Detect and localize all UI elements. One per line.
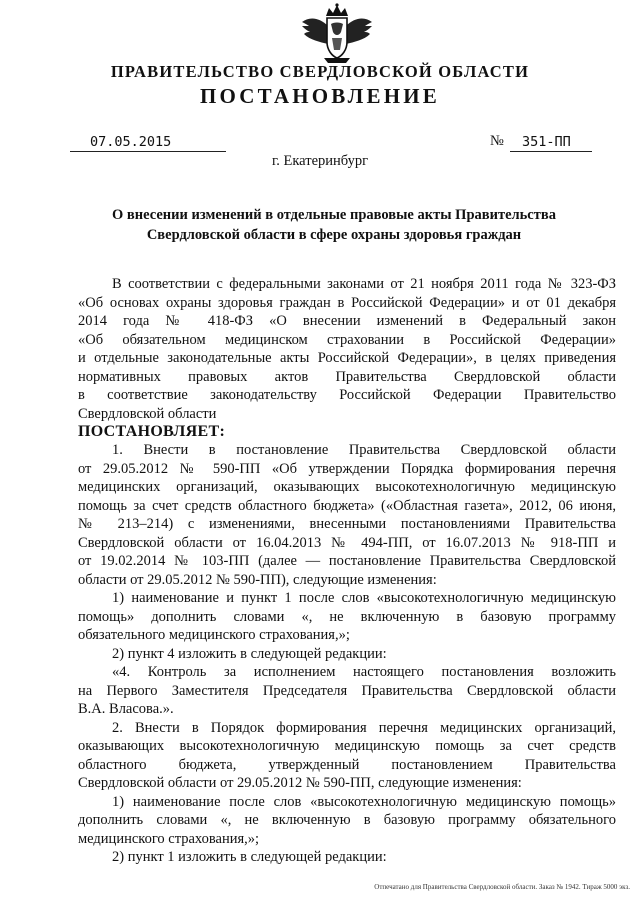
body-line: 2) пункт 1 изложить в следующей редакции: (112, 849, 387, 865)
number-sign: № (490, 133, 504, 149)
body-line: в соответствие законодательству Российской Федерации Правительство (78, 387, 616, 403)
print-note: Отпечатано для Правительства Свердловской области. Заказ № 1942. Тираж 5000 экз. (374, 883, 630, 891)
body-line: и отдельные законодательные акты Российской Федерации», в целях приведения (78, 350, 616, 366)
body-line: 1) наименование после слов «высокотехнологичную медицинскую помощь» (112, 793, 616, 810)
body-line: от 19.02.2014 № 103-ПП (далее — постановление Правительства Свердловской (78, 553, 616, 569)
body-line: В соответствии с федеральными законами от 21 ноября 2011 года № 323-ФЗ (112, 276, 616, 292)
body-line: оказывающих высокотехнологичную медицинскую помощь за счет средств (78, 738, 616, 754)
document-body (78, 275, 616, 867)
city: г. Екатеринбург (271, 153, 369, 169)
body-line: от 29.05.2012 № 590-ПП «Об утверждении Порядка формирования перечня (78, 460, 616, 477)
body-line: обязательного медицинского страхования,»; (78, 627, 350, 643)
coat-of-arms-emblem (296, 2, 378, 64)
body-line: «Об обязательном медицинском страховании в Российской Федерации» (78, 331, 616, 348)
body-line: 2) пункт 4 изложить в следующей редакции: (112, 645, 387, 662)
document-title (78, 205, 590, 245)
body-line: нормативных правовых актов Правительства Свердловской области (78, 368, 616, 385)
title-line: Свердловской области в сфере охраны здоровья граждан (146, 227, 522, 243)
resolves-heading: ПОСТАНОВЛЯЕТ: (78, 423, 226, 440)
body-line: В.А. Власова.». (78, 701, 174, 717)
document-number: 351-ПП (510, 135, 592, 152)
body-line: № 213–214) с изменениями, внесенными постановлениями Правительства (78, 516, 616, 532)
body-line: 2. Внести в Порядок формирования перечня медицинских организаций, (112, 719, 616, 736)
body-line: медицинских организаций, оказывающих высокотехнологичную медицинскую (78, 479, 616, 495)
body-line: Свердловской области от 29.05.2012 № 590-ПП, следующие изменения: (78, 775, 522, 791)
body-line: 1) наименование и пункт 1 после слов «высокотехнологичную медицинскую (112, 590, 616, 606)
title-line: О внесении изменений в отдельные правовые акты Правительства (112, 207, 556, 223)
body-line: Свердловской области от 16.04.2013 № 494-ПП, от 16.07.2013 № 918-ПП и (78, 534, 616, 551)
document-date: 07.05.2015 (70, 135, 226, 152)
body-line: области от 29.05.2012 № 590-ПП), следующие изменения: (78, 571, 437, 588)
body-line: 2014 года № 418-ФЗ «О внесении изменений в Федеральный закон (78, 313, 616, 329)
body-line: областного бюджета, утвержденный постановлением Правительства (78, 756, 616, 773)
body-line: «Об основах охраны здоровья граждан в Российской Федерации» и от 01 декабря (78, 294, 616, 311)
body-line: «4. Контроль за исполнением настоящего постановления возложить (112, 664, 616, 680)
body-line: Свердловской области (78, 405, 217, 422)
body-line: помощь за счет средств областного бюджета» («Областная газета», 2012, 06 июня, (78, 497, 616, 514)
body-line: 1. Внести в постановление Правительства Свердловской области (112, 442, 616, 458)
body-line: медицинского страхования,»; (78, 830, 260, 847)
body-line: дополнить словами «, не включенную в базовую программу обязательного (78, 812, 616, 828)
body-line: на Первого Заместителя Председателя Правительства Свердловской области (78, 682, 616, 699)
organization-name: ПРАВИТЕЛЬСТВО СВЕРДЛОВСКОЙ ОБЛАСТИ (110, 62, 530, 81)
body-line: помощь» дополнить словами «, не включенную в базовую программу (78, 608, 616, 625)
document-type: ПОСТАНОВЛЕНИЕ (199, 84, 441, 108)
